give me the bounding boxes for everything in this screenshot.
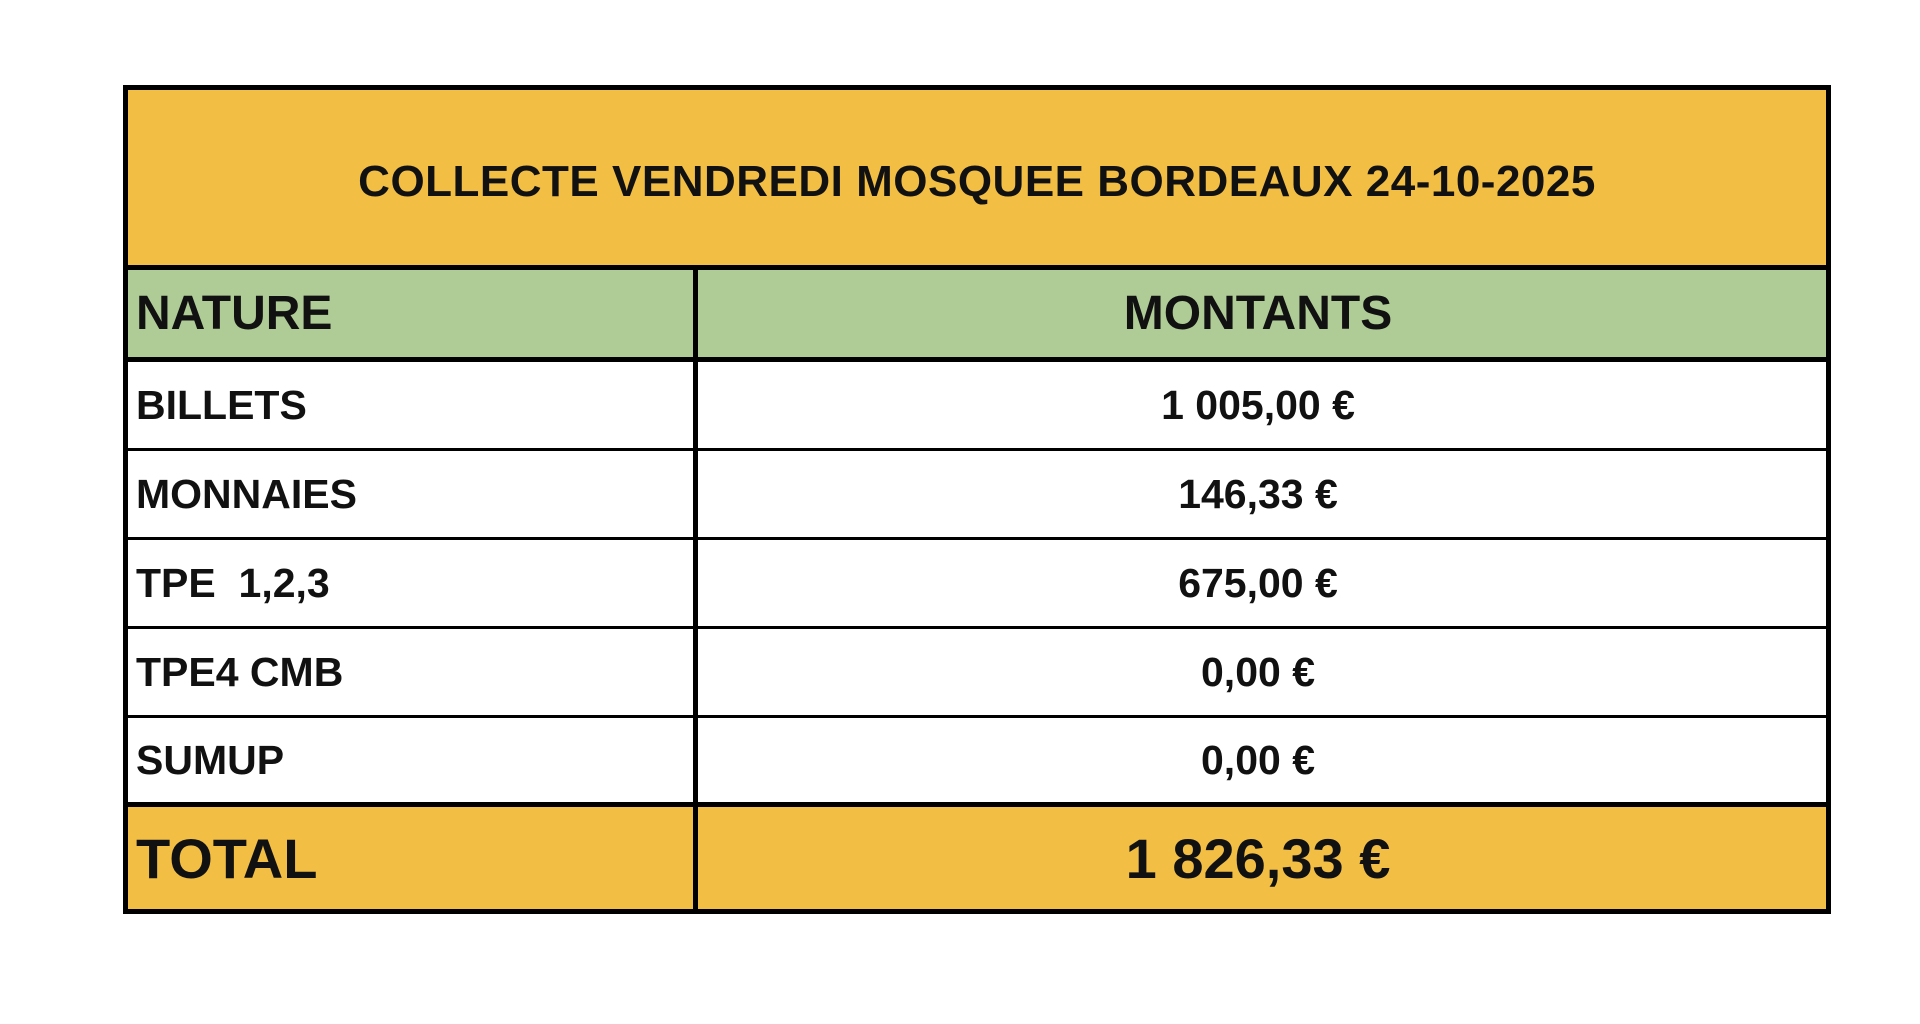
table-row-sumup bbox=[128, 718, 1826, 807]
row-amount: 146,33 € bbox=[1178, 470, 1338, 517]
table-row-billets bbox=[128, 362, 1826, 451]
row-nature-label: BILLETS bbox=[128, 362, 698, 448]
header-nature: NATURE bbox=[128, 270, 698, 357]
row-nature-label: TPE4 CMB bbox=[128, 629, 698, 715]
row-amount: 1 005,00 € bbox=[1161, 381, 1355, 428]
table-row-tpe4-cmb bbox=[128, 629, 1826, 718]
total-label: TOTAL bbox=[128, 807, 698, 909]
row-nature-label: SUMUP bbox=[128, 718, 698, 802]
row-nature-label: TPE 1,2,3 bbox=[128, 540, 698, 626]
title-row bbox=[128, 90, 1826, 270]
row-amount: 675,00 € bbox=[1178, 559, 1338, 606]
row-nature-label: MONNAIES bbox=[128, 451, 698, 537]
header-amounts: MONTANTS bbox=[1123, 287, 1393, 340]
row-amount: 0,00 € bbox=[1201, 648, 1315, 695]
total-amount: 1 826,33 € bbox=[1125, 826, 1391, 890]
table-row-tpe-123 bbox=[128, 540, 1826, 629]
total-row bbox=[128, 807, 1826, 909]
table-title: COLLECTE VENDREDI MOSQUEE BORDEAUX 24-10-2025 bbox=[358, 156, 1596, 206]
header-row bbox=[128, 270, 1826, 362]
row-amount: 0,00 € bbox=[1201, 736, 1315, 783]
table-row-monnaies bbox=[128, 451, 1826, 540]
collection-table bbox=[123, 85, 1831, 914]
